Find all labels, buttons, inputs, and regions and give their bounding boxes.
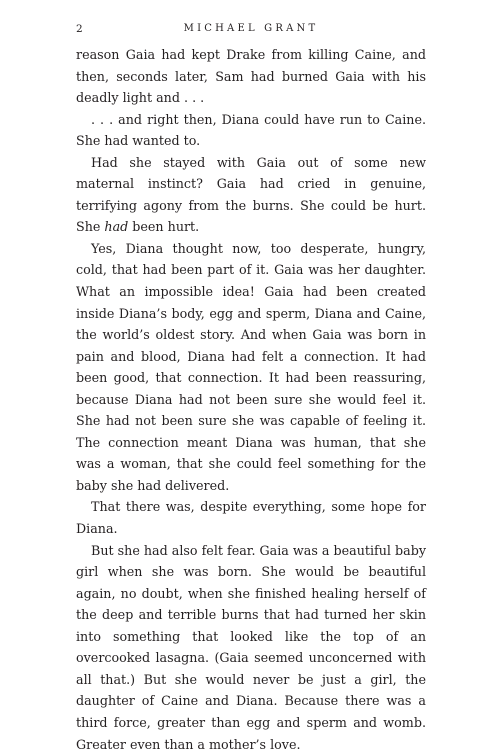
paragraph: But she had also felt fear. Gaia was a beautiful baby girl when she was born. She would be beautiful again, no doubt, when she finished healing herself of the deep and terrible burns that had turned her skin into something that looked like the top of an overcooked lasagna. (Gaia seemed unconcerned with all that.) But she would never be just a girl, the daughter of Caine and Diana. Because there was a third force, greater than egg and sperm and womb. Greater even than a mother’s love. [76, 542, 426, 752]
paragraph-text: been hurt. [128, 219, 200, 235]
book-page [76, 20, 426, 755]
paragraph: Yes, Diana thought now, too desperate, hungry, cold, that had been part of it. Gaia was her daughter. What an impossible idea! Gaia had been created inside Diana’s body, egg and sperm, Diana and Caine, the world’s oldest story. And when Gaia was born in pain and blood, Diana had felt a connection. It had been good, that connection. It had been reassuring, because Diana had not been sure she would feel it. She had not been sure she was capable of feeling it. The connection meant Diana was human, that she was a woman, that she could feel something for the baby she had delivered. [76, 240, 426, 493]
body-text [76, 44, 426, 755]
page-number: 2 [76, 23, 83, 35]
running-head [76, 20, 426, 38]
running-head-author: MICHAEL GRANT [183, 23, 319, 34]
paragraph: That there was, despite everything, some hope for Diana. [76, 499, 426, 537]
emphasized-word: had [104, 219, 129, 235]
paragraph: . . . and right then, Diana could have run to Caine. She had wanted to. [76, 111, 426, 149]
paragraph [76, 152, 426, 238]
paragraph: reason Gaia had kept Drake from killing Caine, and then, seconds later, Sam had burned Gaia with his deadly light and . . . [76, 47, 426, 106]
paragraph-text: Had she stayed with Gaia out of some new maternal instinct? Gaia had cried in genuine, terrifying agony from the burns. She could be hurt. She [76, 154, 426, 235]
